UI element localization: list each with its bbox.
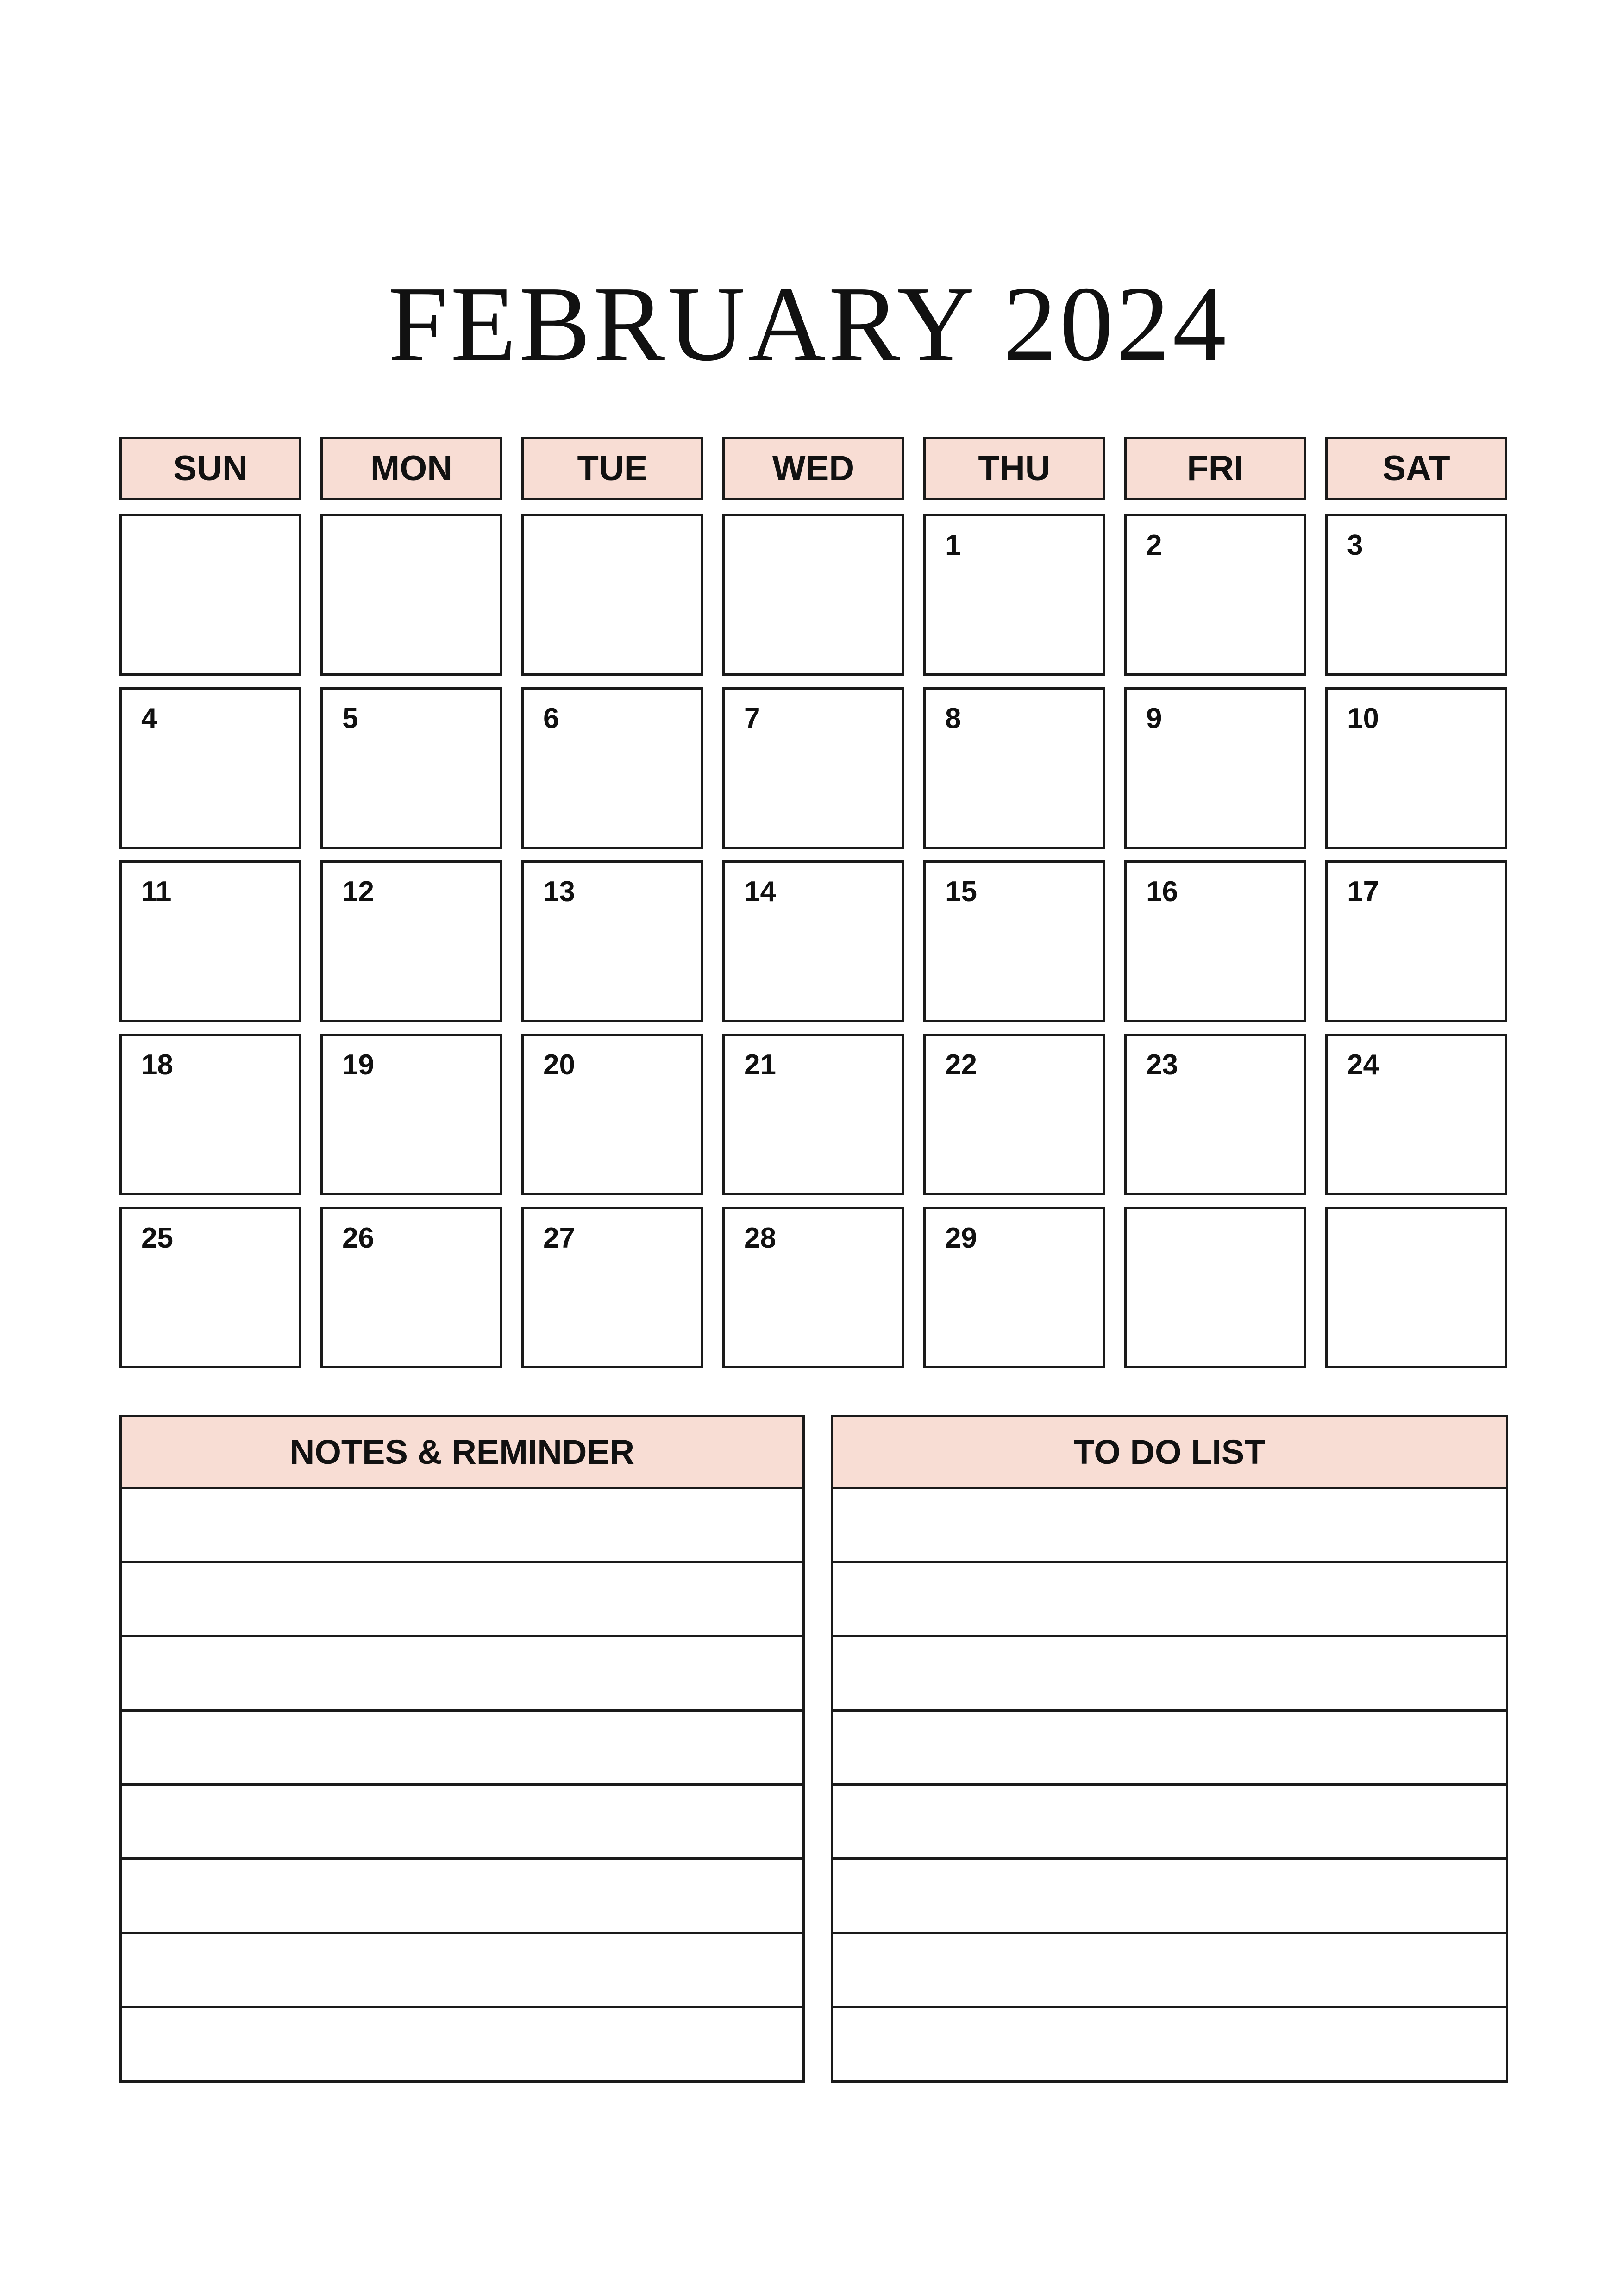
day-number: 15	[945, 876, 977, 908]
day-number: 1	[945, 529, 961, 561]
day-cell-24[interactable]	[1325, 1034, 1507, 1195]
day-number: 6	[543, 703, 559, 734]
todo-panel-title: TO DO LIST	[833, 1417, 1506, 1489]
todo-line[interactable]	[833, 1934, 1506, 2008]
todo-panel	[831, 1415, 1508, 2083]
day-cell-18[interactable]	[119, 1034, 301, 1195]
day-number: 19	[342, 1049, 374, 1081]
day-cell-10[interactable]	[1325, 687, 1507, 849]
notes-line[interactable]	[122, 1712, 802, 1786]
day-cell-12[interactable]	[320, 860, 502, 1022]
notes-line[interactable]	[122, 1637, 802, 1712]
todo-line[interactable]	[833, 1563, 1506, 1637]
day-number: 13	[543, 876, 575, 908]
day-number: 3	[1347, 529, 1363, 561]
day-number: 12	[342, 876, 374, 908]
day-cell-empty[interactable]	[1124, 1207, 1306, 1368]
day-number: 24	[1347, 1049, 1379, 1081]
day-cell-29[interactable]	[923, 1207, 1105, 1368]
day-number: 11	[141, 876, 172, 908]
day-cell-5[interactable]	[320, 687, 502, 849]
day-cell-empty[interactable]	[521, 514, 703, 676]
day-cell-22[interactable]	[923, 1034, 1105, 1195]
day-cell-6[interactable]	[521, 687, 703, 849]
day-number: 22	[945, 1049, 977, 1081]
day-cell-21[interactable]	[722, 1034, 904, 1195]
notes-panel-title: NOTES & REMINDER	[122, 1417, 802, 1489]
day-number: 7	[744, 703, 760, 734]
day-number: 9	[1146, 703, 1162, 734]
day-number: 14	[744, 876, 776, 908]
day-cell-empty[interactable]	[722, 514, 904, 676]
notes-lines	[122, 1489, 802, 2082]
day-cell-4[interactable]	[119, 687, 301, 849]
notes-line[interactable]	[122, 1786, 802, 1860]
day-cell-20[interactable]	[521, 1034, 703, 1195]
day-number: 2	[1146, 529, 1162, 561]
day-number: 23	[1146, 1049, 1178, 1081]
notes-panel	[119, 1415, 805, 2083]
day-cell-empty[interactable]	[1325, 1207, 1507, 1368]
day-number: 16	[1146, 876, 1178, 908]
day-cell-8[interactable]	[923, 687, 1105, 849]
day-number: 25	[141, 1222, 173, 1254]
day-number: 26	[342, 1222, 374, 1254]
day-cell-15[interactable]	[923, 860, 1105, 1022]
notes-line[interactable]	[122, 1860, 802, 1934]
day-cell-27[interactable]	[521, 1207, 703, 1368]
notes-line[interactable]	[122, 1489, 802, 1563]
day-cell-25[interactable]	[119, 1207, 301, 1368]
day-cell-9[interactable]	[1124, 687, 1306, 849]
day-cell-28[interactable]	[722, 1207, 904, 1368]
day-cell-3[interactable]	[1325, 514, 1507, 676]
day-cell-23[interactable]	[1124, 1034, 1306, 1195]
day-cell-2[interactable]	[1124, 514, 1306, 676]
todo-line[interactable]	[833, 1637, 1506, 1712]
day-cell-19[interactable]	[320, 1034, 502, 1195]
day-number: 27	[543, 1222, 575, 1254]
notes-line[interactable]	[122, 1563, 802, 1637]
day-number: 20	[543, 1049, 575, 1081]
day-cell-7[interactable]	[722, 687, 904, 849]
day-number: 21	[744, 1049, 776, 1081]
day-number: 10	[1347, 703, 1379, 734]
day-cell-17[interactable]	[1325, 860, 1507, 1022]
day-number: 18	[141, 1049, 173, 1081]
notes-line[interactable]	[122, 1934, 802, 2008]
day-number: 17	[1347, 876, 1379, 908]
day-number: 29	[945, 1222, 977, 1254]
day-cell-16[interactable]	[1124, 860, 1306, 1022]
day-number: 8	[945, 703, 961, 734]
day-cell-11[interactable]	[119, 860, 301, 1022]
day-cell-26[interactable]	[320, 1207, 502, 1368]
weekday-wed: WED	[722, 437, 904, 500]
weekday-thu: THU	[923, 437, 1105, 500]
weekday-sat: SAT	[1325, 437, 1507, 500]
weekday-tue: TUE	[521, 437, 703, 500]
todo-line[interactable]	[833, 1786, 1506, 1860]
calendar-title: FEBRUARY 2024	[388, 264, 1229, 383]
day-cell-1[interactable]	[923, 514, 1105, 676]
todo-line[interactable]	[833, 1860, 1506, 1934]
weekday-mon: MON	[320, 437, 502, 500]
day-number: 4	[141, 703, 157, 734]
day-number: 28	[744, 1222, 776, 1254]
day-cell-empty[interactable]	[119, 514, 301, 676]
day-cell-14[interactable]	[722, 860, 904, 1022]
notes-line[interactable]	[122, 2008, 802, 2082]
day-number: 5	[342, 703, 358, 734]
day-cell-empty[interactable]	[320, 514, 502, 676]
todo-line[interactable]	[833, 1712, 1506, 1786]
weekday-fri: FRI	[1124, 437, 1306, 500]
todo-line[interactable]	[833, 2008, 1506, 2082]
todo-lines	[833, 1489, 1506, 2082]
day-cell-13[interactable]	[521, 860, 703, 1022]
weekday-sun: SUN	[119, 437, 301, 500]
todo-line[interactable]	[833, 1489, 1506, 1563]
